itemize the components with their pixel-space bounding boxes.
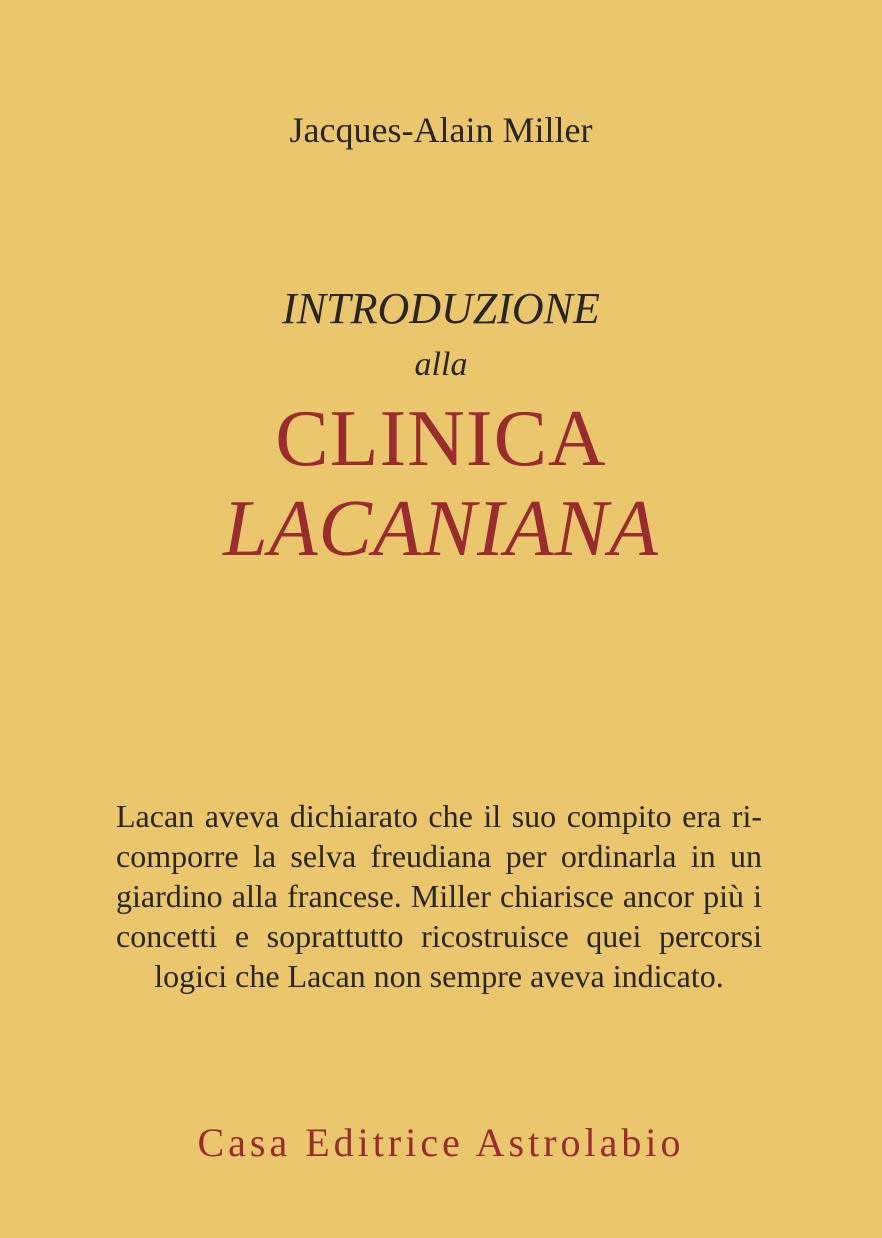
title-line-introduzione: INTRODUZIONE (282, 284, 600, 333)
title-line-lacaniana: LACANIANA (223, 485, 659, 573)
blurb-line: Lacan aveva dichiarato che il suo compito era ri- (116, 798, 762, 834)
blurb-text (116, 796, 762, 996)
title-line-clinica: CLINICA (275, 395, 607, 483)
title-line-alla: alla (414, 346, 468, 383)
blurb-line: logici che Lacan non sempre aveva indicato. (154, 958, 724, 994)
author-name: Jacques-Alain Miller (289, 110, 593, 150)
blurb-line: giardino alla francese. Miller chiarisce ancor più i (116, 878, 762, 914)
publisher-name: Casa Editrice Astrolabio (197, 1120, 685, 1165)
blurb-line: comporre la selva freudiana per ordinarla in un (116, 838, 762, 874)
blurb-line: concetti e soprattutto ricostruisce quei percorsi (116, 918, 762, 954)
